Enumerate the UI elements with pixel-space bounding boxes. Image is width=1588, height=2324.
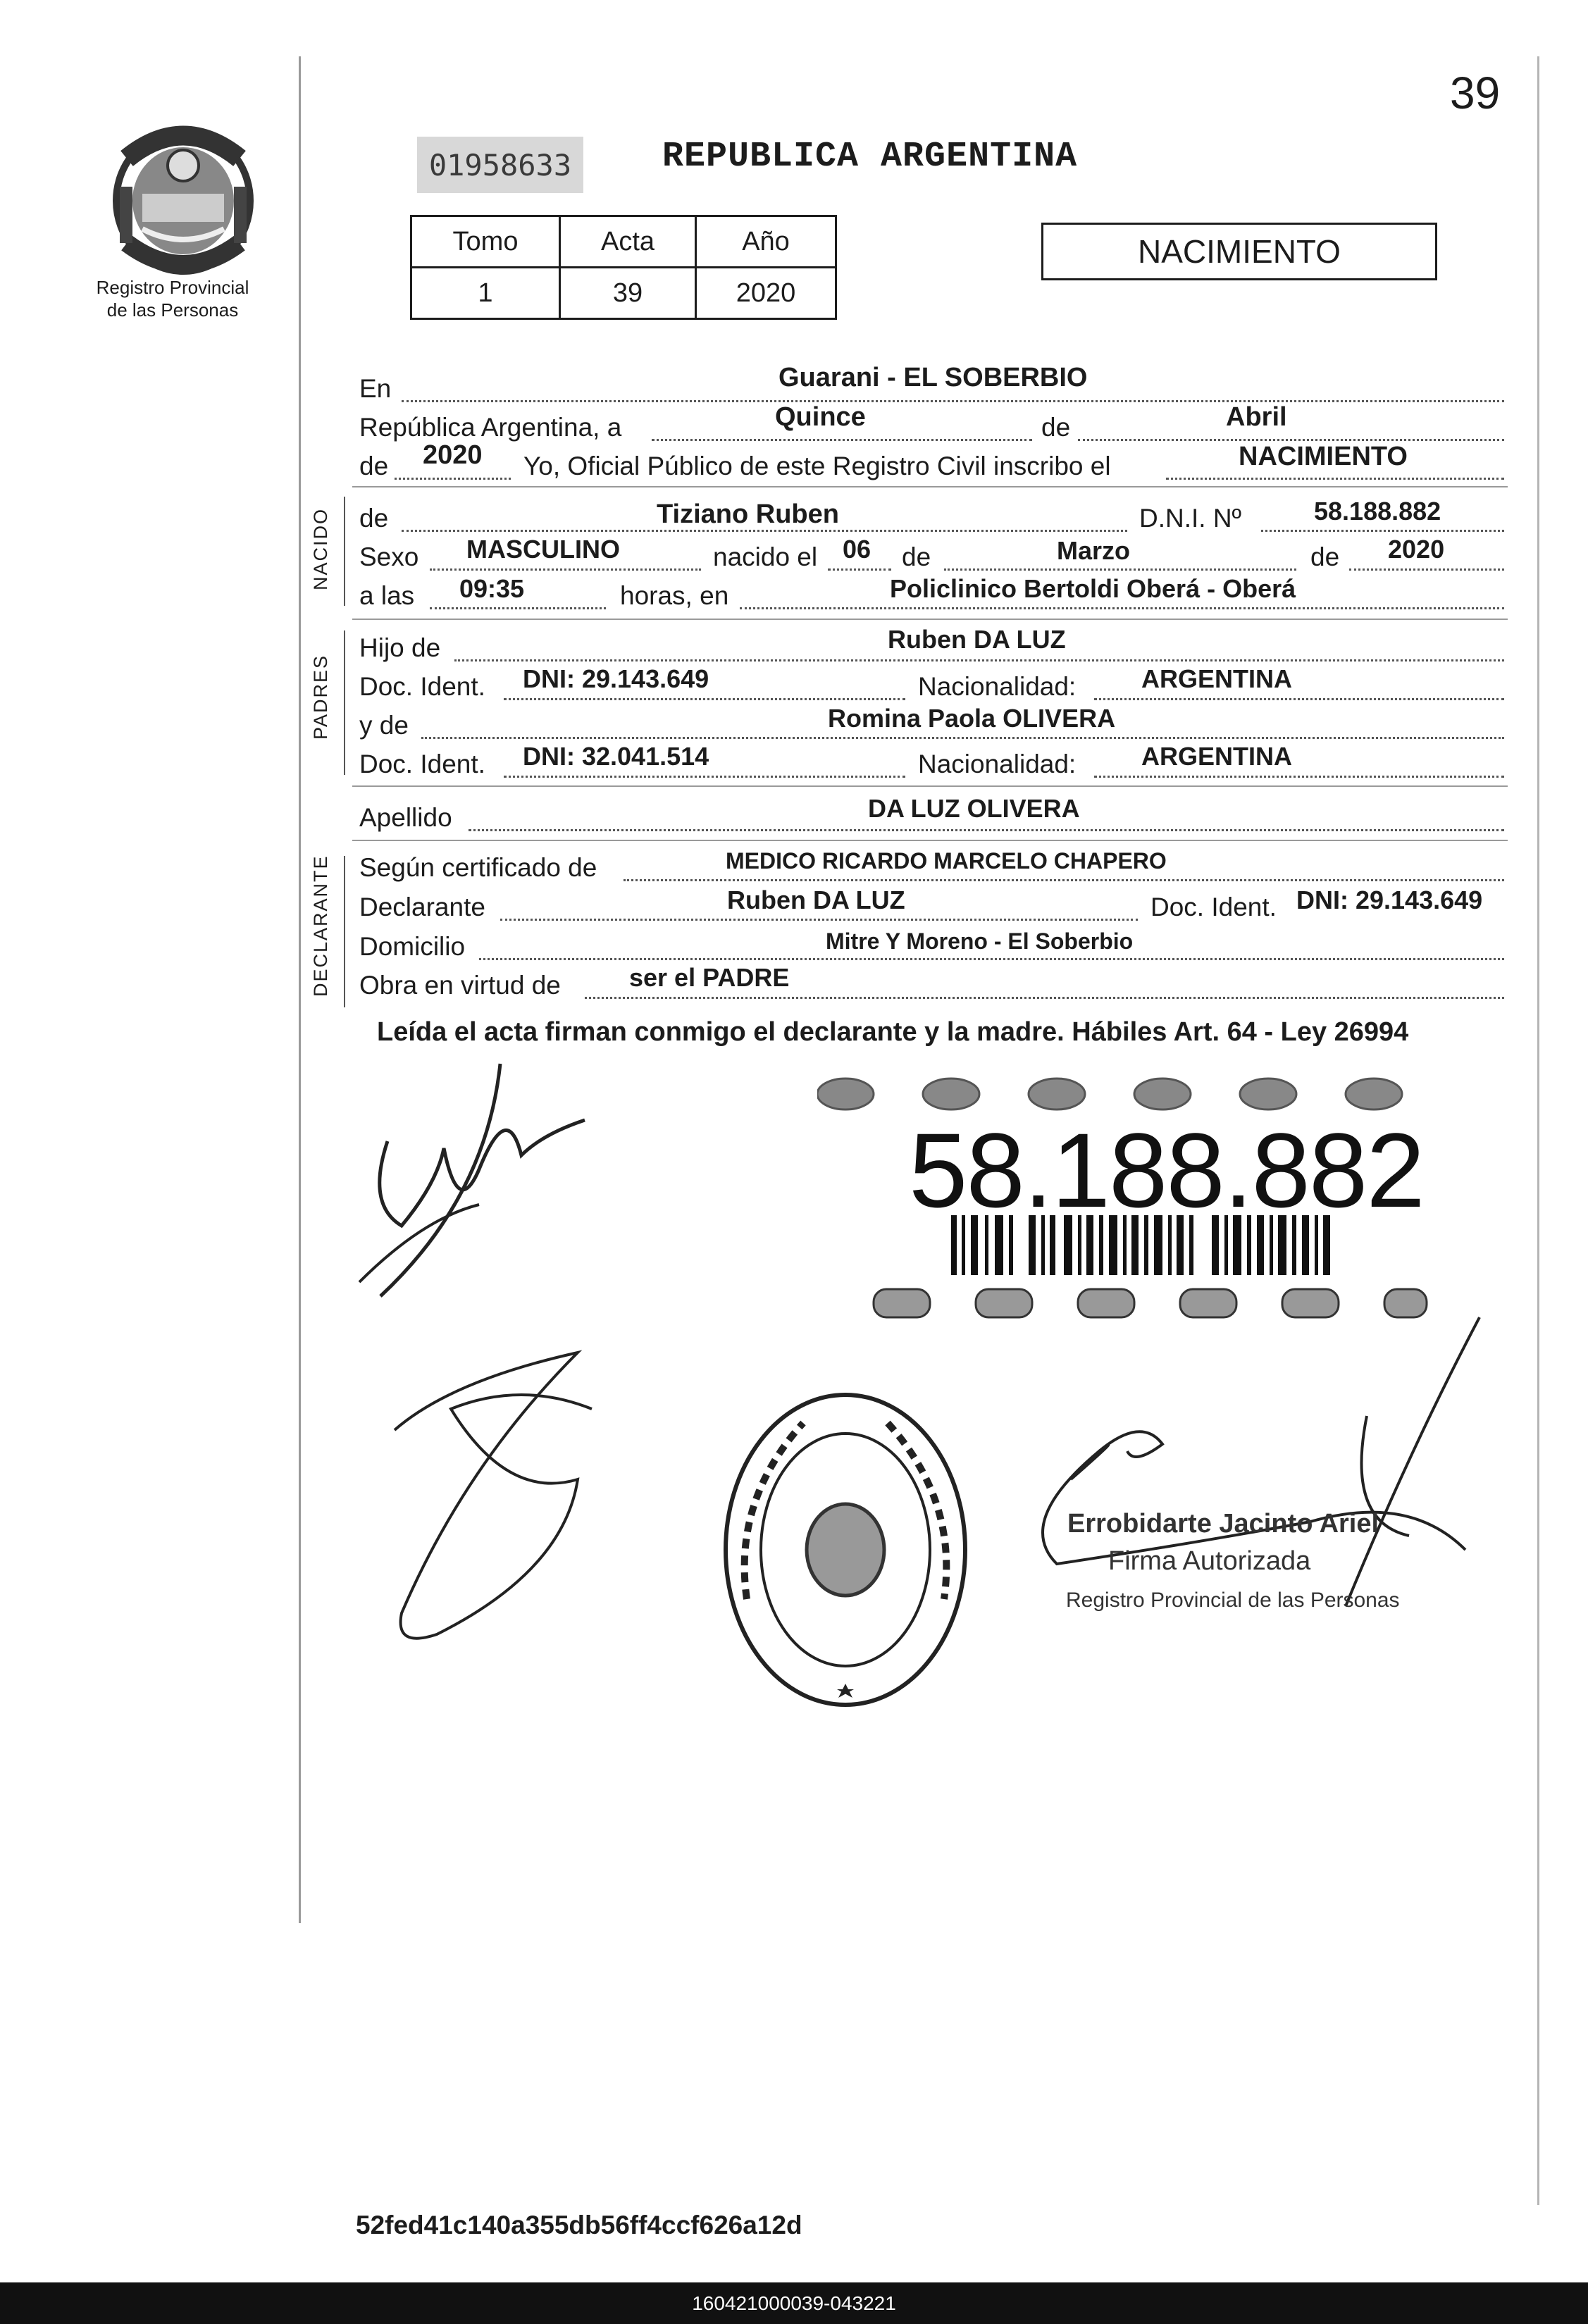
field-mes-nac: Marzo (1057, 536, 1131, 565)
field-dia-inscripcion: Quince (775, 402, 866, 432)
table-value-anio: 2020 (696, 268, 836, 319)
page-number: 39 (1450, 68, 1501, 118)
table-value-tomo: 1 (411, 268, 560, 319)
field-certificado: MEDICO RICARDO MARCELO CHAPERO (726, 848, 1167, 874)
dotted-line (624, 879, 1504, 881)
field-lugar-nac: Policlinico Bertoldi Oberá - Oberá (890, 574, 1296, 603)
field-domicilio: Mitre Y Moreno - El Soberbio (826, 928, 1134, 954)
dotted-line (500, 919, 1138, 921)
table-header-anio: Año (696, 216, 836, 268)
label-sexo: Sexo (359, 542, 419, 571)
registry-caption (56, 276, 289, 321)
field-declarante-doc: DNI: 29.143.649 (1296, 886, 1483, 914)
field-dia-nac: 06 (843, 535, 871, 564)
label-nacionalidad-madre: Nacionalidad: (918, 750, 1077, 778)
field-anio-nac: 2020 (1388, 535, 1445, 564)
field-madre-doc: DNI: 32.041.514 (523, 742, 709, 771)
field-anio-inscripcion: 2020 (423, 440, 483, 470)
dni-sticker-number: 58.188.882 (909, 1111, 1424, 1229)
record-type-box: NACIMIENTO (1041, 223, 1437, 280)
dotted-line (469, 829, 1504, 831)
field-padre-nac: ARGENTINA (1141, 664, 1292, 693)
mother-signature-icon (380, 1338, 648, 1648)
official-office: Registro Provincial de las Personas (1066, 1589, 1400, 1612)
dotted-line (1094, 698, 1504, 700)
province-crest-icon (99, 116, 268, 278)
label-a-las: a las (359, 581, 415, 610)
dotted-line (740, 607, 1504, 609)
declarant-signature-icon (338, 1043, 606, 1310)
label-de-mes-nac: de (902, 542, 931, 571)
label-en: En (359, 374, 392, 403)
dotted-line (395, 478, 511, 480)
field-dni: 58.188.882 (1314, 497, 1441, 526)
label-dni: D.N.I. Nº (1139, 504, 1242, 533)
label-doc-ident-padre: Doc. Ident. (359, 672, 485, 701)
field-mes-inscripcion: Abril (1226, 402, 1287, 432)
margin-line (299, 56, 301, 1923)
field-tipo: NACIMIENTO (1239, 442, 1408, 471)
section-bar-nacido (344, 497, 345, 606)
section-separator (352, 785, 1508, 787)
table-header-acta: Acta (560, 216, 696, 268)
label-de-mes: de (1041, 413, 1071, 442)
section-separator (352, 619, 1508, 620)
section-separator (352, 486, 1508, 487)
dotted-line (421, 737, 1504, 739)
label-apellido: Apellido (359, 803, 452, 832)
field-padre-doc: DNI: 29.143.649 (523, 664, 709, 693)
label-doc-ident-madre: Doc. Ident. (359, 750, 485, 778)
footer-code: 160421000039-043221 (692, 2292, 896, 2314)
field-nombre: Tiziano Ruben (657, 499, 839, 529)
dotted-line (430, 568, 701, 571)
field-lugar: Guarani - EL SOBERBIO (779, 363, 1088, 392)
registry-caption-line1: Registro Provincial (96, 277, 249, 298)
table-header-tomo: Tomo (411, 216, 560, 268)
label-horas-en: horas, en (620, 581, 729, 610)
country-title: REPUBLICA ARGENTINA (662, 137, 1078, 177)
dotted-line (504, 776, 905, 778)
dotted-line (402, 400, 1504, 402)
right-edge-line (1537, 56, 1539, 2205)
field-padre: Ruben DA LUZ (888, 625, 1066, 654)
footer-code-bar (0, 2282, 1588, 2324)
section-bar-declarante (344, 856, 345, 1007)
side-label-padres: PADRES (310, 654, 331, 740)
official-role: Firma Autorizada (1108, 1546, 1311, 1576)
label-declarante: Declarante (359, 893, 485, 921)
label-y-de: y de (359, 711, 409, 740)
label-nacionalidad-padre: Nacionalidad: (918, 672, 1077, 701)
dotted-line (504, 698, 905, 700)
field-declarante: Ruben DA LUZ (727, 886, 905, 914)
registry-caption-line2: de las Personas (106, 299, 239, 321)
dotted-line (585, 997, 1504, 999)
label-obra: Obra en virtud de (359, 971, 561, 1000)
dotted-line (479, 958, 1504, 960)
label-doc-ident-declarante: Doc. Ident. (1150, 893, 1277, 921)
label-domicilio: Domicilio (359, 932, 466, 961)
serial-number: 01958633 (417, 137, 583, 193)
dotted-line (652, 439, 1032, 441)
dotted-line (430, 607, 606, 609)
section-bar-padres (344, 630, 345, 775)
label-nacido-el: nacido el (713, 542, 818, 571)
table-value-acta: 39 (560, 268, 696, 319)
official-name: Errobidarte Jacinto Ariel (1067, 1509, 1379, 1539)
closing-statement: Leída el acta firman conmigo el declarante y la madre. Hábiles Art. 64 - Ley 26994 (377, 1017, 1409, 1047)
registry-seal-icon (719, 1388, 972, 1712)
dotted-line (1166, 478, 1504, 480)
dotted-line (1261, 530, 1504, 532)
label-de-anio-nac: de (1310, 542, 1340, 571)
dotted-line (828, 568, 891, 571)
dotted-line (944, 568, 1296, 571)
label-hijo-de: Hijo de (359, 633, 441, 662)
field-hora: 09:35 (459, 574, 525, 603)
section-separator (352, 840, 1508, 841)
field-apellido: DA LUZ OLIVERA (868, 794, 1080, 823)
label-republica: República Argentina, a (359, 413, 622, 442)
label-de-nombre: de (359, 504, 389, 533)
field-obra: ser el PADRE (629, 963, 790, 992)
field-madre-nac: ARGENTINA (1141, 742, 1292, 771)
side-label-nacido: NACIDO (310, 507, 331, 590)
dotted-line (1349, 568, 1504, 571)
side-label-declarante: DECLARANTE (310, 855, 331, 997)
dotted-line (454, 659, 1504, 661)
label-segun: Según certificado de (359, 853, 597, 882)
label-de-anio: de (359, 452, 389, 480)
field-sexo: MASCULINO (466, 535, 620, 564)
official-signature-icon (1015, 1310, 1494, 1634)
field-madre: Romina Paola OLIVERA (828, 704, 1116, 733)
document-hash: 52fed41c140a355db56ff4ccf626a12d (356, 2211, 802, 2239)
dotted-line (1094, 776, 1504, 778)
record-table (410, 215, 837, 320)
label-oficial: Yo, Oficial Público de este Registro Civil inscribo el (523, 452, 1111, 480)
